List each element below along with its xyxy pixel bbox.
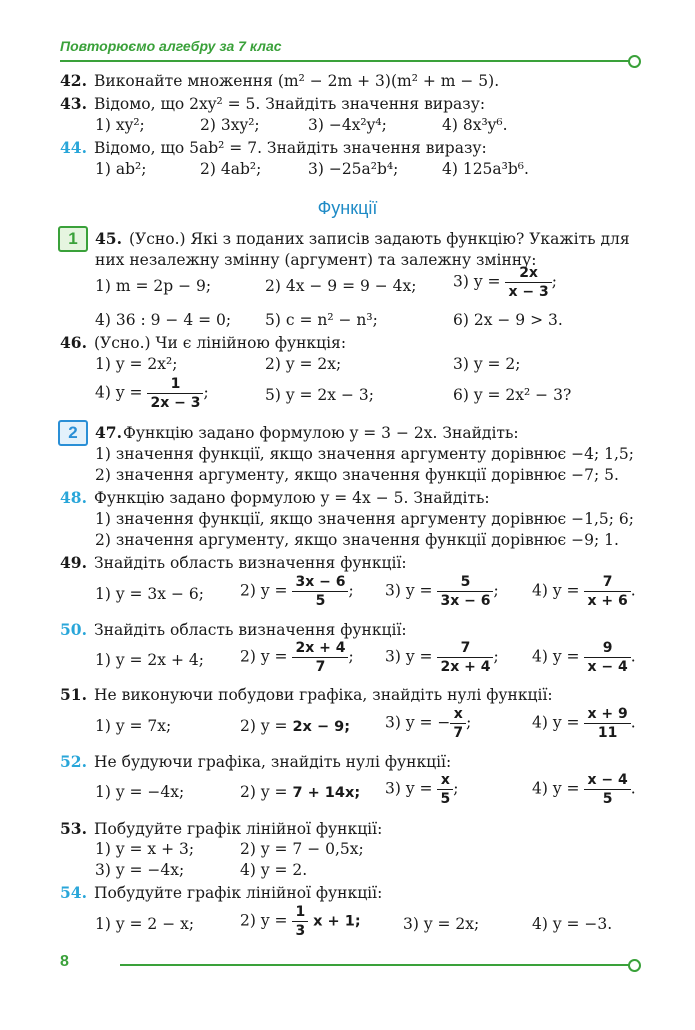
p54-item-2: 2) y = $\frac{1}{3}$ x + 1; — [240, 904, 361, 939]
fraction: $\frac{1}{2x - 3}$ — [147, 375, 203, 412]
p46-item-3: 3) y = 2; — [453, 355, 521, 373]
problem-52: 52. Не будуючи графіка, знайдіть нулі функції: — [60, 752, 452, 771]
p45-item-5: 5) c = n² − n³; — [265, 311, 378, 329]
p43-item-1: 1) xy²; — [95, 116, 145, 134]
fraction: $\frac{1}{3}$ — [292, 903, 308, 940]
fraction: $\frac{x + 9}{11}$ — [584, 705, 630, 742]
level-2-badge: 2 — [58, 420, 88, 446]
p45-item-2: 2) 4x − 9 = 9 − 4x; — [265, 277, 417, 295]
p53-item-3: 3) y = −4x; — [95, 861, 185, 879]
problem-43: 43. Відомо, що 2xy² = 5. Знайдіть значення виразу: — [60, 94, 486, 113]
p43-item-4: 4) 8x³y⁶. — [442, 116, 508, 134]
p47-line-1: 1) значення функції, якщо значення аргументу дорівнює −4; 1,5; — [95, 445, 634, 463]
p54-item-4: 4) y = −3. — [532, 915, 613, 933]
problem-51: 51. Не виконуючи побудови графіка, знайдіть нулі функції: — [60, 685, 553, 704]
fraction: $\frac{x - 4}{5}$ — [584, 771, 630, 808]
p51-item-2: 2) y = 2x − 9; — [240, 717, 351, 735]
fraction: $\frac{5}{3x - 6}$ — [437, 573, 493, 610]
p43-item-3: 3) −4x²y⁴; — [308, 116, 387, 134]
p46-item-6: 6) y = 2x² − 3? — [453, 386, 572, 404]
p52-item-3: 3) y = $\frac{x}{5}$ ; — [385, 772, 459, 807]
p46-item-4: 4) y = $\frac{1}{2x - 3}$ ; — [95, 376, 209, 411]
footer-rule — [120, 964, 635, 966]
p49-item-4: 4) y = $\frac{7}{x + 6}$ . — [532, 574, 636, 609]
problem-50: 50. Знайдіть область визначення функції: — [60, 620, 407, 639]
p51-item-3: 3) y = − $\frac{x}{7}$ ; — [385, 706, 472, 741]
problem-54: 54. Побудуйте графік лінійної функції: — [60, 883, 383, 902]
header-rule-dot — [628, 55, 641, 68]
p54-item-3: 3) y = 2x; — [403, 915, 480, 933]
p45-text-cont: них незалежну змінну (аргумент) та залежну змінну: — [95, 251, 537, 269]
p45-item-1: 1) m = 2p − 9; — [95, 277, 212, 295]
fraction: $\frac{7}{x + 6}$ — [584, 573, 630, 610]
fraction: $\frac{x}{7}$ — [450, 705, 466, 742]
fraction: $\frac{2x}{x - 3}$ — [505, 264, 551, 301]
page-header: Повторюємо алгебру за 7 клас — [60, 38, 282, 54]
p45-item-6: 6) 2x − 9 > 3. — [453, 311, 563, 329]
problem-48: 48. Функцію задано формулою y = 4x − 5. Знайдіть: — [60, 488, 490, 507]
fraction: $\frac{x}{5}$ — [437, 771, 453, 808]
fraction: $\frac{2x + 4}{7}$ — [292, 639, 348, 676]
p50-item-2: 2) y = $\frac{2x + 4}{7}$ ; — [240, 640, 354, 675]
p44-item-2: 2) 4ab²; — [200, 160, 262, 178]
problem-45: 45. (Усно.) Які з поданих записів задають функцію? Укажіть для — [95, 229, 630, 248]
problem-53: 53. Побудуйте графік лінійної функції: — [60, 819, 383, 838]
p45-item-4: 4) 36 : 9 − 4 = 0; — [95, 311, 232, 329]
p44-item-4: 4) 125a³b⁶. — [442, 160, 529, 178]
fraction: $\frac{7}{2x + 4}$ — [437, 639, 493, 676]
p44-item-3: 3) −25a²b⁴; — [308, 160, 399, 178]
header-rule — [60, 60, 635, 62]
p53-item-1: 1) y = x + 3; — [95, 840, 195, 858]
p52-item-1: 1) y = −4x; — [95, 783, 185, 801]
problem-49: 49. Знайдіть область визначення функції: — [60, 553, 407, 572]
p52-item-4: 4) y = $\frac{x - 4}{5}$ . — [532, 772, 636, 807]
p48-line-1: 1) значення функції, якщо значення аргументу дорівнює −1,5; 6; — [95, 510, 634, 528]
p51-item-4: 4) y = $\frac{x + 9}{11}$ . — [532, 706, 636, 741]
p49-item-1: 1) y = 3x − 6; — [95, 585, 204, 603]
problem-44: 44. Відомо, що 5ab² = 7. Знайдіть значення виразу: — [60, 138, 487, 157]
problem-47: 47.Функцію задано формулою y = 3 − 2x. Знайдіть: — [95, 423, 519, 442]
p49-item-3: 3) y = $\frac{5}{3x - 6}$ ; — [385, 574, 499, 609]
p45-item-3: 3) y = $\frac{2x}{x - 3}$ ; — [453, 265, 557, 300]
p53-item-4: 4) y = 2. — [240, 861, 308, 879]
p46-item-5: 5) y = 2x − 3; — [265, 386, 374, 404]
p44-item-1: 1) ab²; — [95, 160, 147, 178]
p54-item-1: 1) y = 2 − x; — [95, 915, 195, 933]
problem-42: 42. Виконайте множення (m² − 2m + 3)(m² + m − 5). — [60, 71, 500, 90]
problem-46: 46. (Усно.) Чи є лінійною функція: — [60, 333, 347, 352]
p52-item-2: 2) y = 7 + 14x; — [240, 783, 361, 801]
p48-line-2: 2) значення аргументу, якщо значення функції дорівнює −9; 1. — [95, 531, 619, 549]
p46-item-2: 2) y = 2x; — [265, 355, 342, 373]
fraction: $\frac{3x - 6}{5}$ — [292, 573, 348, 610]
p49-item-2: 2) y = $\frac{3x - 6}{5}$ ; — [240, 574, 354, 609]
p50-item-3: 3) y = $\frac{7}{2x + 4}$ ; — [385, 640, 499, 675]
section-title: Функції — [317, 198, 378, 218]
footer-rule-dot — [628, 959, 641, 972]
p46-item-1: 1) y = 2x²; — [95, 355, 178, 373]
page-number: 8 — [60, 953, 69, 970]
p47-line-2: 2) значення аргументу, якщо значення функції дорівнює −7; 5. — [95, 466, 619, 484]
fraction: $\frac{9}{x - 4}$ — [584, 639, 630, 676]
p43-item-2: 2) 3xy²; — [200, 116, 260, 134]
p50-item-1: 1) y = 2x + 4; — [95, 651, 204, 669]
p51-item-1: 1) y = 7x; — [95, 717, 172, 735]
p50-item-4: 4) y = $\frac{9}{x - 4}$ . — [532, 640, 636, 675]
p53-item-2: 2) y = 7 − 0,5x; — [240, 840, 364, 858]
level-1-badge: 1 — [58, 226, 88, 252]
